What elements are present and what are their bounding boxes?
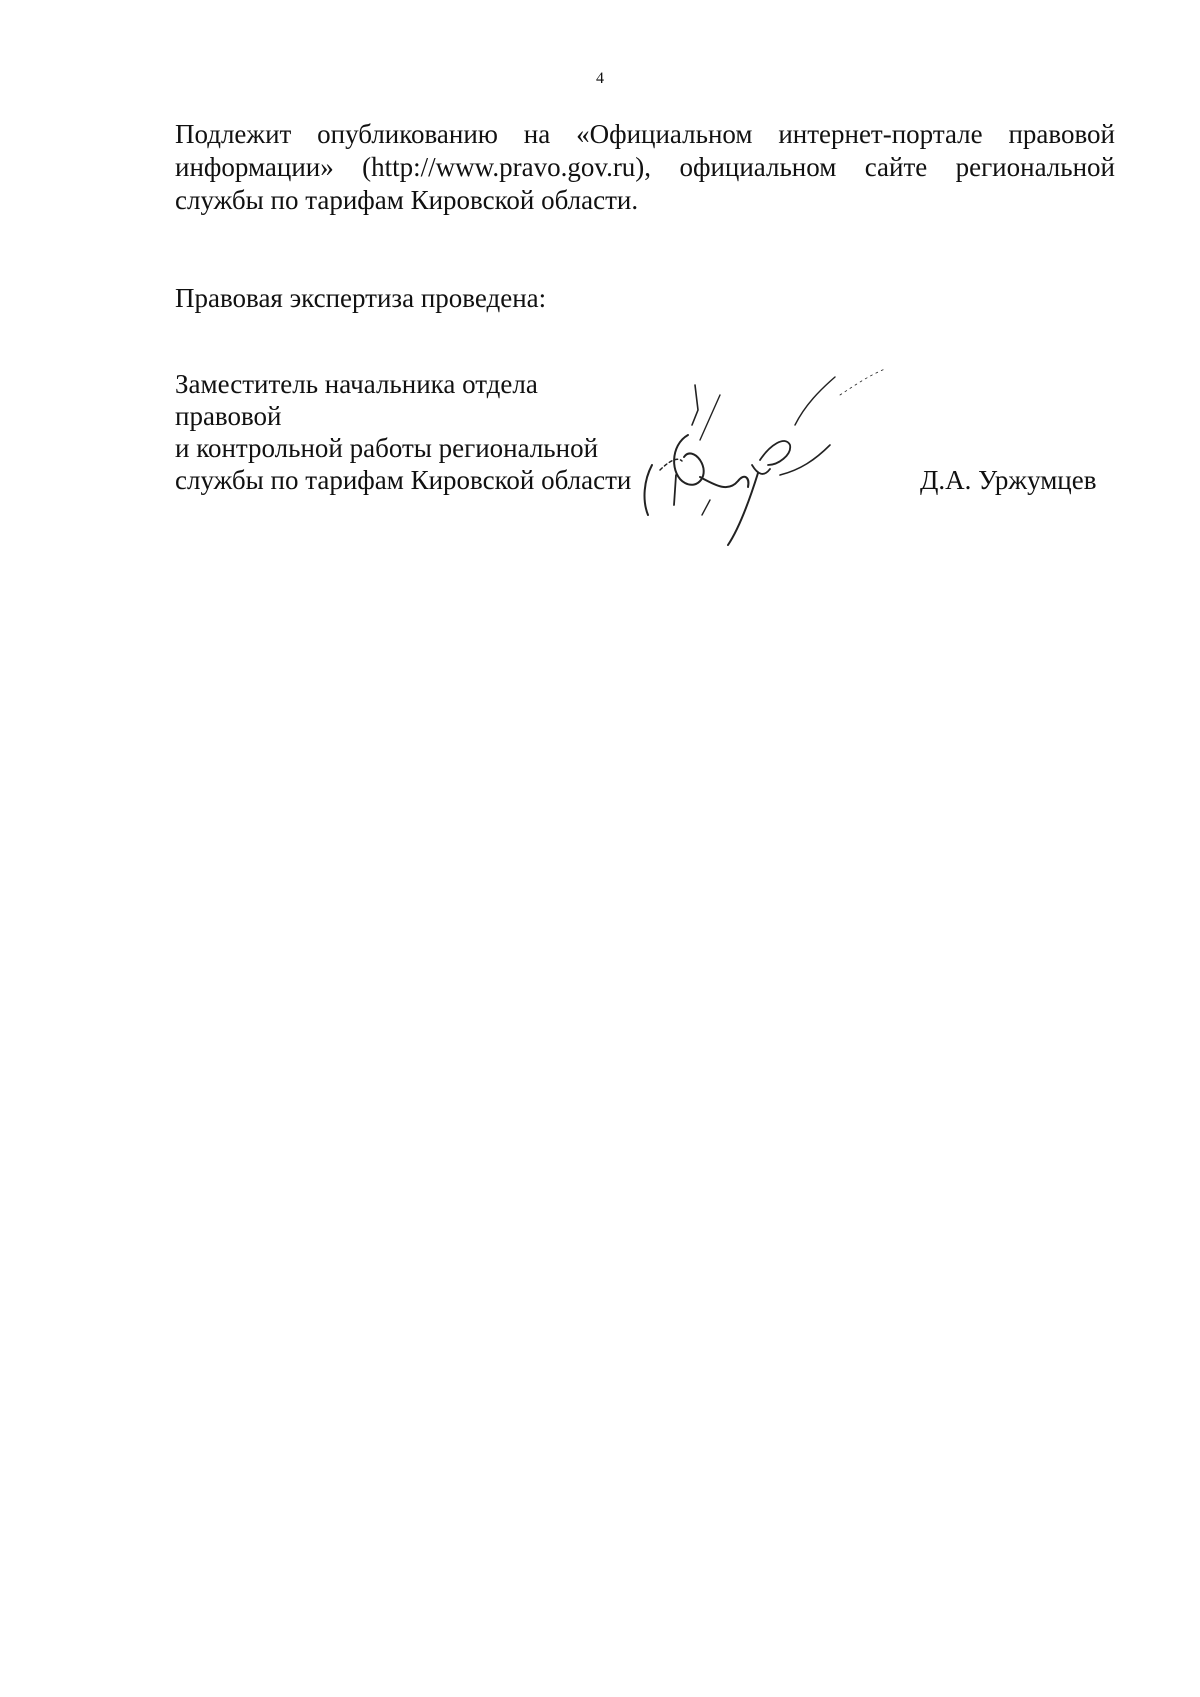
publication-note: Подлежит опубликованию на «Официальном интернет-портале правовой информации» (http://www.pravo.gov.ru), официальном сайте региональной службы по тарифам Кировской области. [175,119,1115,215]
signer-position-line: Заместитель начальника отдела [175,369,538,399]
signer-position-line: службы по тарифам Кировской области [175,465,632,495]
expertise-heading: Правовая экспертиза проведена: [175,283,547,313]
signer-name: Д.А. Уржумцев [920,465,1097,495]
signer-position-line: правовой [175,401,282,431]
signer-position-line: и контрольной работы региональной [175,433,599,463]
signer-position [175,368,695,496]
page-number: 4 [596,70,604,87]
handwritten-signature [640,365,910,550]
